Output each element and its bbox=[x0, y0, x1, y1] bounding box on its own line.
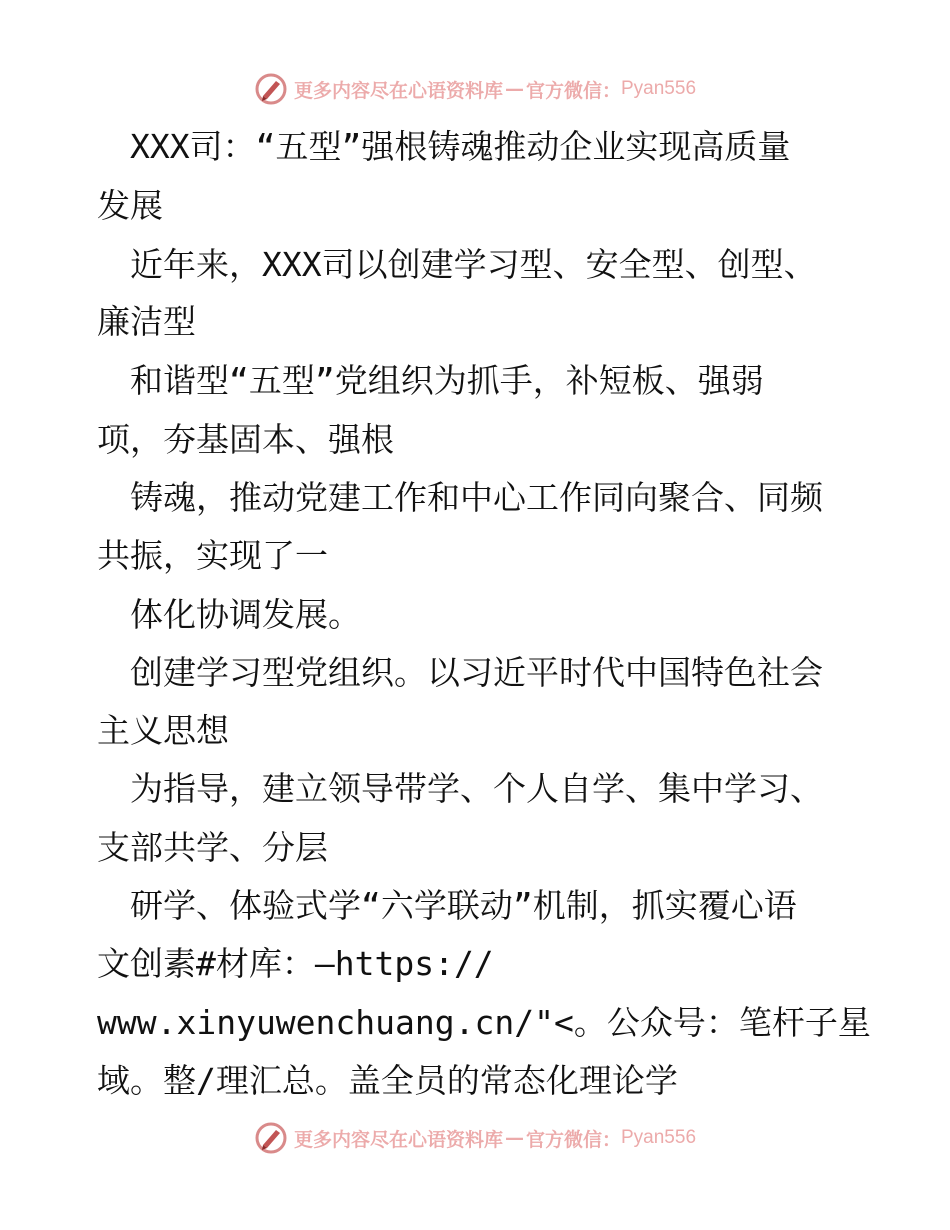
text-line: 支部共学、分层 bbox=[97, 828, 328, 867]
text-line: 创建学习型党组织。以习近平时代中国特色社会 bbox=[97, 653, 823, 692]
text-line: XXX司：“五型”强根铸魂推动企业实现高质量 bbox=[97, 127, 791, 166]
watermark-dash: — bbox=[504, 78, 524, 100]
text-line: www.xinyuwenchuang.cn/"<。公众号：笔杆子星 bbox=[97, 1003, 871, 1042]
watermark-wechat-id: Pyan556 bbox=[621, 78, 697, 99]
text-line: 共振，实现了一 bbox=[97, 536, 328, 575]
text-line: 体化协调发展。 bbox=[97, 595, 361, 634]
watermark-wechat-id: Pyan556 bbox=[621, 1127, 697, 1148]
text-line: 域。整/理汇总。盖全员的常态化理论学 bbox=[97, 1061, 678, 1100]
text-line: 项，夯基固本、强根 bbox=[97, 420, 394, 459]
text-line: 为指导，建立领导带学、个人自学、集中学习、 bbox=[97, 769, 823, 808]
text-line: 和谐型“五型”党组织为抓手，补短板、强弱 bbox=[97, 361, 764, 400]
watermark-dash: — bbox=[504, 1127, 524, 1149]
text-line: 廉洁型 bbox=[97, 302, 196, 341]
text-line: 研学、体验式学“六学联动”机制，抓实覆心语 bbox=[97, 886, 797, 925]
text-line: 发展 bbox=[97, 186, 163, 225]
footer-watermark bbox=[0, 1116, 950, 1160]
text-line: 铸魂，推动党建工作和中心工作同向聚合、同频 bbox=[97, 478, 823, 517]
text-line: 近年来，XXX司以创建学习型、安全型、创型、 bbox=[97, 245, 817, 284]
pen-seal-logo-icon bbox=[254, 1121, 288, 1155]
watermark-text: 更多内容尽在心语资料库 bbox=[293, 79, 503, 102]
text-line: 主义思想 bbox=[97, 711, 229, 750]
text-line: 文创素#材库：—https:// bbox=[97, 944, 494, 983]
watermark-official: 官方微信： bbox=[525, 1128, 621, 1151]
watermark-official: 官方微信： bbox=[525, 79, 621, 102]
watermark-text: 更多内容尽在心语资料库 bbox=[293, 1128, 503, 1151]
